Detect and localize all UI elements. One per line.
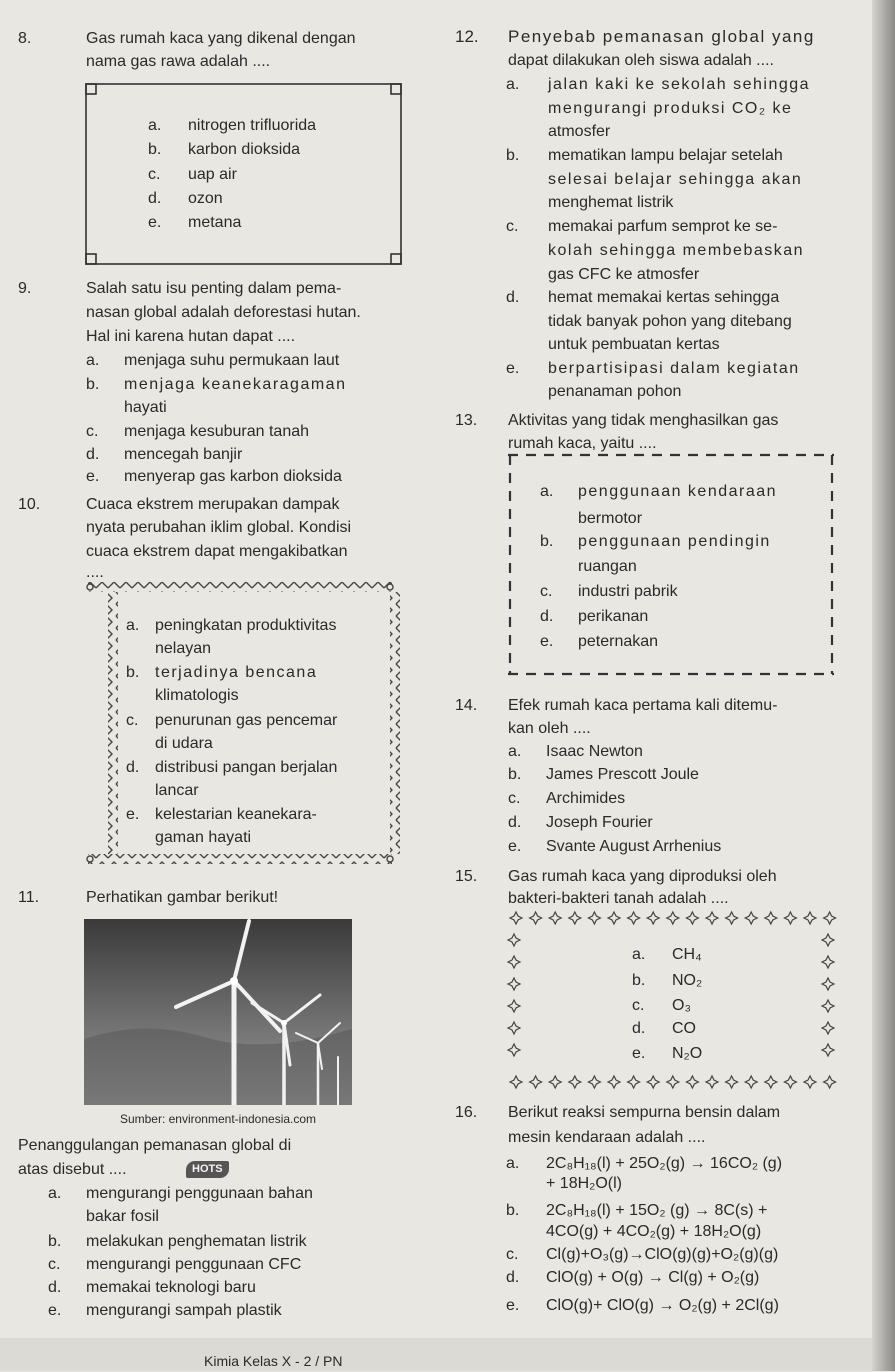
q11-question-line1: Perhatikan gambar berikut! [86,889,279,906]
q12-option-d-cont2: untuk pembuatan kertas [548,336,720,353]
q11-option-c[interactable]: mengurangi penggunaan CFC [86,1256,302,1273]
q16-option-a-cont: + 18H₂O(l) [546,1175,623,1192]
q8-question-line1: Gas rumah kaca yang dikenal dengan [86,30,356,47]
q14-option-b[interactable]: James Prescott Joule [546,766,699,783]
q8-option-d[interactable]: ozon [188,190,223,207]
q15-option-b-label: b. [632,972,646,989]
q13-option-b-label: b. [540,533,554,550]
wind-turbine-image [84,919,352,1105]
q15-option-c[interactable]: O₃ [672,997,691,1014]
q10-option-d[interactable]: distribusi pangan berjalan [155,759,338,776]
q16-option-a[interactable]: 2C₈H₁₈(l) + 25O₂(g) → 16CO₂ (g) [546,1155,783,1172]
q10-question-line1: Cuaca ekstrem merupakan dampak [86,496,340,513]
q13-option-e[interactable]: peternakan [578,633,659,650]
q16-option-b-label: b. [506,1202,520,1219]
q10-question-line4: .... [86,564,104,581]
q16-question-line1: Berikut reaksi sempurna bensin dalam [508,1104,781,1121]
q9-option-e-label: e. [86,468,100,485]
q10-option-d-cont: lancar [155,782,199,799]
q9-question-line2: nasan global adalah deforestasi hutan. [86,304,361,321]
q15-option-d-label: d. [632,1020,646,1037]
q9-option-a[interactable]: menjaga suhu permukaan laut [124,352,340,369]
q10-option-d-label: d. [126,759,140,776]
q8-question-line2: nama gas rawa adalah .... [86,53,271,70]
q8-option-d-label: d. [148,190,162,207]
q10-option-a[interactable]: peningkatan produktivitas [155,617,337,634]
q13-option-d[interactable]: perikanan [578,608,649,625]
q9-option-d-label: d. [86,446,100,463]
q10-option-b-cont: klimatologis [155,687,239,704]
q9-option-c[interactable]: menjaga kesuburan tanah [124,423,310,440]
q16-option-c-label: c. [506,1246,519,1263]
image-source-caption: Sumber: environment-indonesia.com [119,1112,317,1126]
q13-option-e-label: e. [540,633,554,650]
q15-option-b[interactable]: NO₂ [672,972,703,989]
q13-number: 13. [455,412,478,429]
q8-option-b-label: b. [148,141,162,158]
q11-question-line3: atas disebut .... [18,1161,127,1178]
q16-option-c[interactable]: Cl(g)+O₃(g)→ClO(g)(g)+O₂(g)(g) [546,1246,779,1263]
q11-option-a-label: a. [48,1185,62,1202]
q8-number: 8. [18,30,32,47]
q9-number: 9. [18,280,32,297]
q16-option-b-cont: 4CO(g) + 4CO₂(g) + 18H₂O(g) [546,1223,762,1240]
page-footer: Kimia Kelas X - 2 / PN [204,1353,343,1369]
q12-option-a-label: a. [506,76,520,93]
q9-question-line3: Hal ini karena hutan dapat .... [86,328,296,345]
q8-option-a-label: a. [148,117,162,134]
q12-option-c-label: c. [506,218,519,235]
q13-option-a[interactable]: penggunaan kendaraan [578,483,778,500]
q15-number: 15. [455,868,478,885]
q10-option-a-cont: nelayan [155,640,212,657]
q12-number: 12. [455,27,479,46]
footer-band [0,1338,895,1371]
q16-option-e-label: e. [506,1297,520,1314]
q11-option-a[interactable]: mengurangi penggunaan bahan [86,1185,313,1202]
q16-option-e[interactable]: ClO(g)+ ClO(g) → O₂(g) + 2Cl(g) [546,1297,779,1314]
q10-option-c-cont: di udara [155,735,213,752]
q11-option-e-label: e. [48,1302,62,1319]
q12-question-line2: dapat dilakukan oleh siswa adalah .... [508,52,774,69]
q14-option-c[interactable]: Archimides [546,790,626,807]
q12-option-c-cont2: gas CFC ke atmosfer [548,266,700,283]
q10-option-e-label: e. [126,806,140,823]
q11-number: 11. [18,889,40,906]
q15-question-line2: bakteri-bakteri tanah adalah .... [508,890,729,907]
q8-option-b[interactable]: karbon dioksida [188,141,301,158]
q12-option-b-label: b. [506,147,520,164]
q15-option-c-label: c. [632,997,645,1014]
q14-option-e-label: e. [508,838,522,855]
q13-option-a-cont: bermotor [578,510,643,527]
q9-option-e[interactable]: menyerap gas karbon dioksida [124,468,342,485]
q9-question-line1: Salah satu isu penting dalam pema- [86,280,342,297]
q16-question-line2: mesin kendaraan adalah .... [508,1129,706,1146]
q12-question-line1: Penyebab pemanasan global yang [508,27,815,46]
q12-option-b-cont: selesai belajar sehingga akan [548,171,803,188]
q14-number: 14. [455,697,478,714]
q8-option-e[interactable]: metana [188,214,242,231]
q10-option-b-label: b. [126,664,140,681]
q10-option-b[interactable]: terjadinya bencana [155,664,318,681]
q12-option-b-cont2: menghemat listrik [548,194,674,211]
q12-option-a-cont2: atmosfer [548,123,611,140]
q14-option-d[interactable]: Joseph Fourier [546,814,653,831]
q15-question-line1: Gas rumah kaca yang diproduksi oleh [508,868,777,885]
q12-option-c[interactable]: memakai parfum semprot ke se- [548,218,778,235]
q13-question-line2: rumah kaca, yaitu .... [508,435,657,452]
hots-badge: HOTS [186,1161,229,1178]
q9-option-d[interactable]: mencegah banjir [124,446,243,463]
q12-option-b[interactable]: mematikan lampu belajar setelah [548,147,783,164]
q9-option-c-label: c. [86,423,99,440]
q12-option-a-cont: mengurangi produksi CO₂ ke [548,100,793,117]
q12-option-d-cont: tidak banyak pohon yang ditebang [548,313,792,330]
q16-option-d[interactable]: ClO(g) + O(g) → Cl(g) + O₂(g) [546,1269,760,1286]
q8-option-c-label: c. [148,166,161,183]
q14-question-line1: Efek rumah kaca pertama kali ditemu- [508,697,778,714]
q9-option-b[interactable]: menjaga keanekaragaman [124,376,347,393]
q14-option-e[interactable]: Svante August Arrhenius [546,838,722,855]
q10-option-a-label: a. [126,617,140,634]
q16-option-d-label: d. [506,1269,520,1286]
q12-option-d[interactable]: hemat memakai kertas sehingga [548,289,780,306]
q13-option-b-cont: ruangan [578,558,637,575]
q15-option-a-label: a. [632,946,646,963]
q8-option-frame [84,82,444,268]
q14-option-a-label: a. [508,743,522,760]
q13-option-d-label: d. [540,608,554,625]
q9-option-a-label: a. [86,352,100,369]
q8-option-c[interactable]: uap air [188,166,237,183]
q15-option-a[interactable]: CH₄ [672,946,702,963]
page-edge-shadow [872,0,895,1371]
q12-option-e[interactable]: berpartisipasi dalam kegiatan [548,360,800,377]
q9-option-b-cont: hayati [124,399,167,416]
q14-question-line2: kan oleh .... [508,720,591,737]
q13-option-c-label: c. [540,583,553,600]
q12-option-c-cont: kolah sehingga membebaskan [548,242,805,259]
q14-option-a[interactable]: Isaac Newton [546,743,643,760]
q16-option-b[interactable]: 2C₈H₁₈(l) + 15O₂ (g) → 8C(s) + [546,1202,768,1219]
q11-option-d[interactable]: memakai teknologi baru [86,1279,256,1296]
q15-option-d[interactable]: CO [672,1020,696,1037]
q14-option-b-label: b. [508,766,522,783]
q15-option-e[interactable]: N₂O [672,1045,703,1062]
q12-option-e-cont: penanaman pohon [548,383,682,400]
q10-question-line2: nyata perubahan iklim global. Kondisi [86,519,352,536]
q10-option-c-label: c. [126,712,139,729]
q12-option-a[interactable]: jalan kaki ke sekolah sehingga [548,76,811,93]
q11-option-e[interactable]: mengurangi sampah plastik [86,1302,282,1319]
q10-question-line3: cuaca ekstrem dapat mengakibatkan [86,543,348,560]
q13-option-b[interactable]: penggunaan pendingin [578,533,771,550]
q13-question-line1: Aktivitas yang tidak menghasilkan gas [508,412,779,429]
q11-question-line2: Penanggulangan pemanasan global di [18,1137,292,1154]
q9-option-b-label: b. [86,376,100,393]
q10-option-e-cont: gaman hayati [155,829,252,846]
q12-option-e-label: e. [506,360,520,377]
q13-option-c[interactable]: industri pabrik [578,583,678,600]
q13-option-a-label: a. [540,483,554,500]
q15-option-e-label: e. [632,1045,646,1062]
q14-option-c-label: c. [508,790,521,807]
q11-option-a-cont: bakar fosil [86,1208,159,1225]
q16-number: 16. [455,1104,478,1121]
q11-option-b[interactable]: melakukan penghematan listrik [86,1233,307,1250]
q11-option-b-label: b. [48,1233,62,1250]
q14-option-d-label: d. [508,814,522,831]
q10-number: 10. [18,496,41,513]
q11-option-c-label: c. [48,1256,61,1273]
q8-option-a[interactable]: nitrogen trifluorida [188,117,317,134]
q12-option-d-label: d. [506,289,520,306]
q16-option-a-label: a. [506,1155,520,1172]
q11-option-d-label: d. [48,1279,62,1296]
q8-option-e-label: e. [148,214,162,231]
q10-option-e[interactable]: kelestarian keanekara- [155,806,317,823]
q10-option-c[interactable]: penurunan gas pencemar [155,712,338,729]
